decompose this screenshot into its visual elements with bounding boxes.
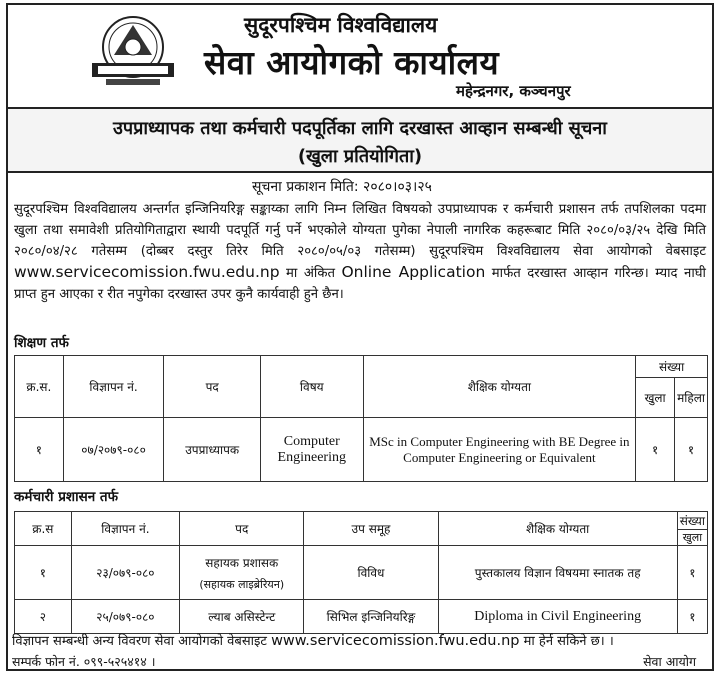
cell-open: १ [636, 418, 675, 482]
university-logo-icon [86, 11, 180, 97]
col-qualification: शैक्षिक योग्यता [438, 512, 677, 546]
online-application-text: Online Application [341, 263, 486, 281]
post-title: सहायक प्रशासक [205, 555, 279, 570]
col-ad-no: विज्ञापन नं. [71, 512, 180, 546]
col-open: खुला [636, 378, 675, 418]
cell-ad-no: २३/०७९-०८० [71, 546, 180, 600]
cell-qualification: MSc in Computer Engineering with BE Degree in Computer Engineering or Equivalent [363, 418, 636, 482]
col-ad-no: विज्ञापन नं. [63, 356, 164, 418]
table-row [15, 418, 708, 482]
col-post: पद [180, 512, 304, 546]
teaching-table [14, 355, 708, 482]
cell-subject: Computer Engineering [260, 418, 363, 482]
col-female: महिला [675, 378, 708, 418]
website-link[interactable]: www.servicecomission.fwu.edu.np [14, 263, 280, 281]
office-location: महेन्द्रनगर, कञ्चनपुर [456, 82, 571, 100]
cell-sn: २ [15, 600, 72, 634]
university-name: सुदूरपश्चिम विश्वविद्यालय [244, 13, 438, 37]
post-note: (सहायक लाइब्रेरियन) [199, 577, 285, 591]
cell-ad-no: ०७/२०७९-०८० [63, 418, 164, 482]
cell-qualification: पुस्तकालय विज्ञान विषयमा स्नातक तह [438, 546, 677, 600]
admin-table [14, 511, 708, 634]
cell-post: उपप्राध्यापक [164, 418, 261, 482]
notice-body [14, 199, 706, 305]
table-row [15, 600, 708, 634]
cell-open: १ [677, 600, 707, 634]
body-para-c: मार्फत दरखास्त आव्हान गरिन्छ। म्याद नाघी प्राप्त हुन आएका र रीत नपुगेका दरखास्त उपर कुनै कार्यवाही हुने छैन। [14, 266, 706, 302]
body-para-a: सुदूरपश्चिम विश्वविद्यालय अन्तर्गत इन्जिनियरिङ्ग सङ्काय्का लागि निम्न लिखित विषयको उपप्राध्यापक र कर्मचारी प्रशासन तर्फ तपशिलका पदमा खुला तथा समावेशी प्रतियोगिताद्वारा स्थायी पदपूर्ति गर्नु पर्ने भएकोले योग्यता पुगेका नेपाली नागरिक कहरूबाट मिति २०८०/०३/२५ देखि मिति २०८०/०४/२८ गतेसम्म (दोब्बर दस्तुर तिरेर मिति २०८०/०५/०३ गतेसम्म) सुदूरपश्चिम विश्वविद्यालय सेवा आयोगको वेबसाइट [14, 202, 706, 259]
cell-qualification: Diploma in Civil Engineering [438, 600, 677, 634]
notice-page [6, 3, 714, 671]
col-subject: विषय [260, 356, 363, 418]
cell-subgroup: विविध [304, 546, 438, 600]
signature: सेवा आयोग [643, 654, 696, 669]
office-name: सेवा आयोगको कार्यालय [204, 43, 500, 82]
body-para-b: मा अंकित [286, 266, 335, 281]
cell-open: १ [677, 546, 707, 600]
cell-sn: १ [15, 546, 72, 600]
cell-female: १ [675, 418, 708, 482]
publish-date: सूचना प्रकाशन मिति: २०८०।०३।२५ [252, 179, 432, 195]
notice-title: उपप्राध्यापक तथा कर्मचारी पदपूर्तिका लागि दरखास्त आव्हान सम्बन्धी सूचना [113, 118, 607, 139]
admin-section-title: कर्मचारी प्रशासन तर्फ [14, 489, 119, 505]
cell-subgroup: सिभिल इन्जिनियरिङ्ग [304, 600, 438, 634]
col-sn: क्र.स. [15, 356, 64, 418]
footer-info [12, 631, 614, 649]
cell-post [180, 546, 304, 600]
letterhead [8, 5, 712, 105]
cell-sn: १ [15, 418, 64, 482]
footer-info-a: विज्ञापन सम्बन्धी अन्य विवरण सेवा आयोगको वेबसाइट [12, 634, 267, 649]
notice-title-band [8, 107, 712, 173]
teaching-section-title: शिक्षण तर्फ [14, 335, 69, 351]
table-row [15, 546, 708, 600]
col-count: संख्या [677, 512, 707, 530]
col-open: खुला [677, 530, 707, 546]
col-count: संख्या [636, 356, 708, 378]
col-sn: क्र.स [15, 512, 72, 546]
col-subgroup: उप समूह [304, 512, 438, 546]
footer-website-link[interactable]: www.servicecomission.fwu.edu.np [271, 633, 520, 649]
cell-ad-no: २५/०७९-०८० [71, 600, 180, 634]
cell-post: ल्याब असिस्टेन्ट [180, 600, 304, 634]
notice-subtitle: (खुला प्रतियोगिता) [297, 146, 423, 167]
footer-info-b: मा हेर्न सकिने छ। । [523, 634, 614, 649]
contact-phone: सम्पर्क फोन नं. ०९९-५२५४१४ । [12, 654, 156, 669]
col-post: पद [164, 356, 261, 418]
col-qualification: शैक्षिक योग्यता [363, 356, 636, 418]
